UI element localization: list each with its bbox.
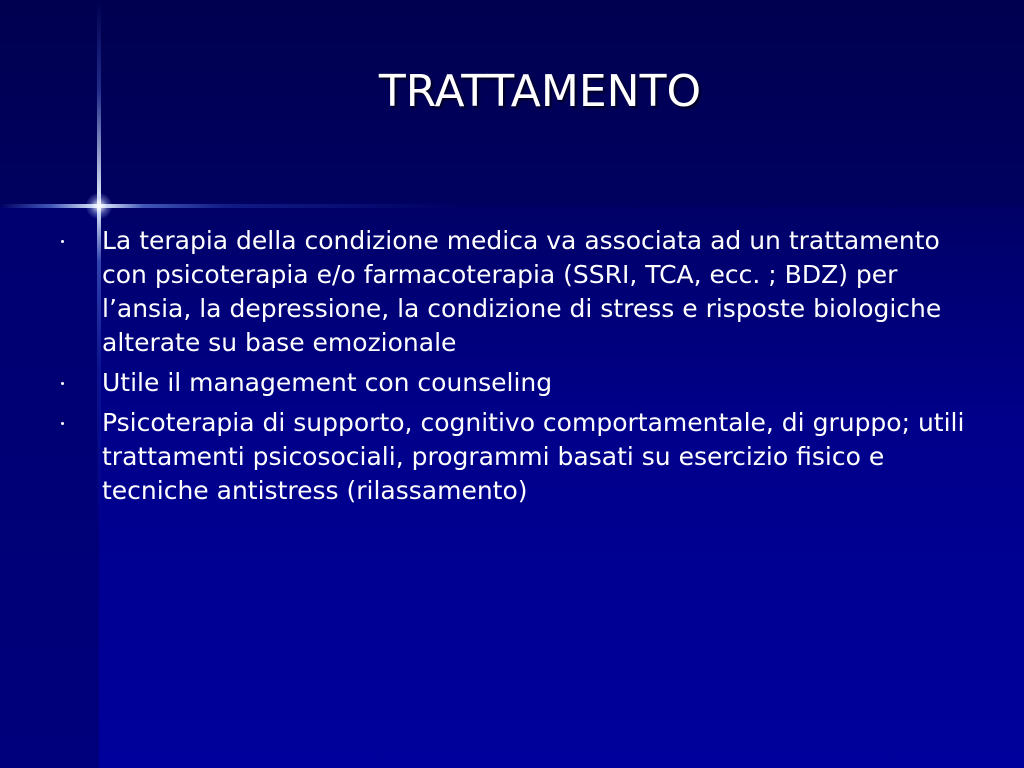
- bullet-marker: [61, 382, 64, 385]
- bullet-marker: [61, 422, 64, 425]
- bullet-marker: [61, 240, 64, 243]
- bullet-item: [56, 224, 986, 360]
- slide-title: TRATTAMENTO: [378, 66, 702, 117]
- light-flare: [86, 193, 112, 219]
- horizontal-light-line: [0, 204, 1024, 208]
- bullet-text: Psicoterapia di supporto, cognitivo comportamentale, di gruppo; utili trattamenti psicosociali, programmi basati su esercizio fisico e tecniche antistress (rilassamento): [102, 408, 965, 505]
- bullet-text: La terapia della condizione medica va associata ad un trattamento con psicoterapia e/o farmacoterapia (SSRI, TCA, ecc. ; BDZ) per l’ansia, la depressione, la condizione di stress e risposte biologiche alterate su base emozionale: [102, 226, 942, 357]
- bullet-item: [56, 366, 986, 400]
- bullet-text: Utile il management con counseling: [102, 368, 553, 397]
- bullet-list: [56, 224, 986, 514]
- bullet-item: [56, 406, 986, 508]
